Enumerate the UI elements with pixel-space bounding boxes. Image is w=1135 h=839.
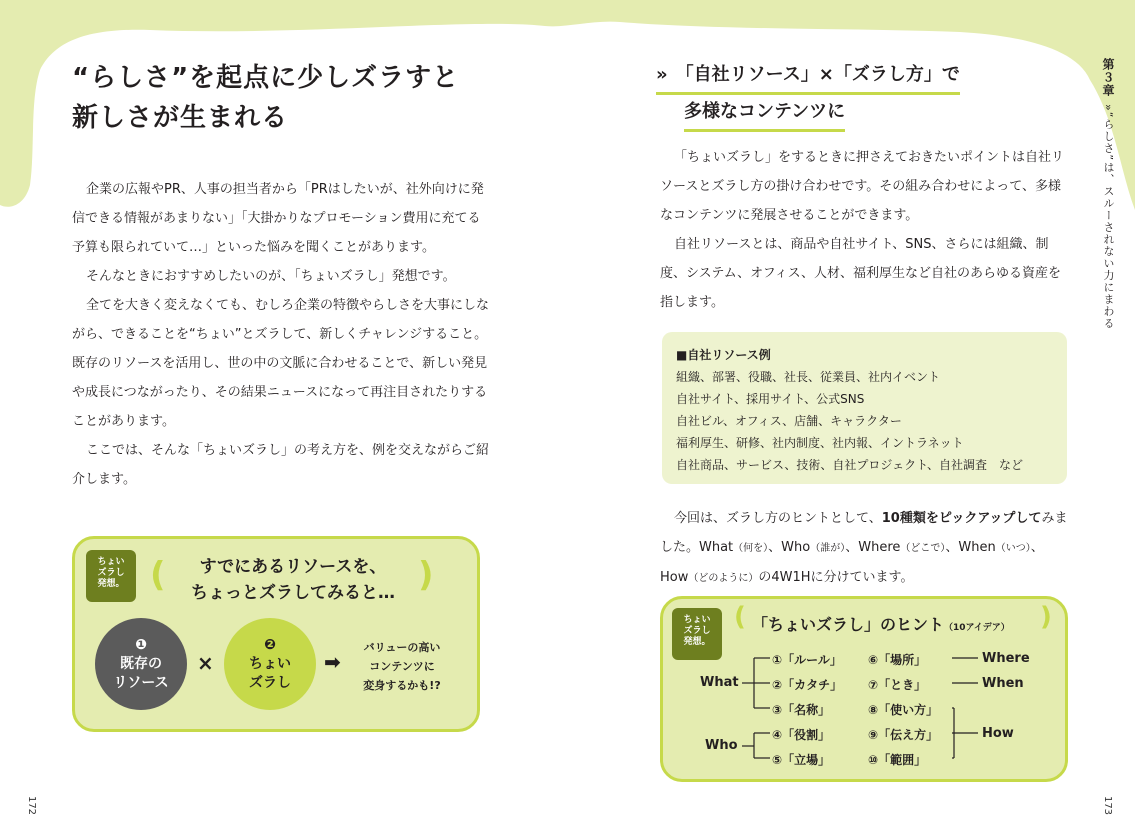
heading-line-2: 多様なコンテンツに bbox=[684, 97, 845, 132]
resource-box-title: ■自社リソース例 bbox=[676, 348, 771, 362]
paragraph: 「ちょいズラし」をするときに押さえておきたいポイントは自社リソースとズラし方の掛け合わせです。その組み合わせによって、多様なコンテンツに発展させることができます。 bbox=[660, 150, 1065, 223]
text-run-bold: 10種類をピックアップ bbox=[881, 511, 1016, 526]
circle-line: ズラし bbox=[249, 674, 291, 691]
badge-line: 発想。 bbox=[97, 579, 125, 589]
circle-line: リソース bbox=[113, 674, 169, 691]
paragraph: 全てを大きく変えなくても、むしろ企業の特徴やらしさを大事にしながら、できることを“ちょい”とズラして、新しくチャレンジすること。既存のリソースを活用し、世の中の文脈に合わせることで、新しい発見や成長につながったり、その結果ニュースになって再注目されたりすることがあります。 bbox=[72, 298, 490, 429]
hint-item-5: ⑤「立場」 bbox=[772, 753, 831, 767]
right-body-text-2 bbox=[660, 504, 1072, 593]
label-who: Who bbox=[705, 738, 738, 753]
heading-text: 「自社リソース」×「ズラし方」で bbox=[675, 64, 960, 85]
paragraph: 企業の広報やPR、人事の担当者から「PRはしたいが、社外向けに発信できる情報があまりない」「大掛かりなプロモーション費用に充てる予算も限られていて…」といった悩みを聞くことがあります。 bbox=[72, 182, 484, 255]
circle-line: 既存の bbox=[120, 655, 162, 672]
circle-number: ❶ bbox=[135, 636, 147, 653]
hint-title-text: 「ちょいズラし」のヒント bbox=[752, 615, 945, 634]
title-line-1: “らしさ”を起点に少しズラすと bbox=[72, 63, 460, 93]
hint-item-8: ⑧「使い方」 bbox=[868, 703, 939, 717]
page-title bbox=[72, 58, 459, 138]
badge-line: ズラし bbox=[683, 626, 711, 636]
text-run: 、How bbox=[660, 540, 1044, 585]
text-run-bold: して bbox=[1015, 511, 1042, 526]
paragraph: ここでは、そんな「ちょいズラし」の考え方を、例を交えながらご紹介します。 bbox=[72, 443, 490, 487]
paragraph: 自社リソースとは、商品や自社サイト、SNS、さらには組織、制度、システム、オフィス、人材、福利厚生など自社のあらゆる資産を指します。 bbox=[660, 237, 1062, 310]
left-body-text bbox=[72, 175, 492, 494]
badge-line: ちょい bbox=[683, 615, 711, 625]
note: （どこで） bbox=[900, 543, 946, 554]
hint-item-7: ⑦「とき」 bbox=[868, 678, 927, 692]
result-line: コンテンツに bbox=[369, 660, 435, 673]
bracket-left-icon: ( bbox=[734, 602, 746, 632]
times-icon: × bbox=[197, 651, 214, 675]
heading-line-1 bbox=[656, 60, 960, 95]
label-when: When bbox=[982, 676, 1024, 691]
note: （いつ） bbox=[995, 543, 1031, 554]
text-run: の4W1Hに分けています。 bbox=[758, 570, 914, 585]
resource-item: 自社商品、サービス、技術、自社プロジェクト、自社調査 など bbox=[676, 458, 1024, 472]
page-number-right: 173 bbox=[1102, 795, 1114, 816]
circle-number: ❷ bbox=[264, 636, 276, 653]
badge-line: ちょい bbox=[97, 557, 125, 567]
chevron-right-icon: » bbox=[656, 64, 668, 85]
badge-line: ズラし bbox=[97, 568, 125, 578]
label-how: How bbox=[982, 726, 1014, 741]
circle-existing-resource bbox=[95, 618, 187, 710]
hint-item-2: ②「カタチ」 bbox=[772, 678, 843, 692]
page-number-left: 172 bbox=[26, 795, 38, 816]
bracket-left-icon: ( bbox=[150, 555, 166, 595]
headline-line: ちょっとズラしてみると… bbox=[191, 583, 395, 603]
circle-chotto-zurashi bbox=[224, 618, 316, 710]
panel-headline bbox=[168, 554, 418, 606]
resource-item: 自社サイト、採用サイト、公式SNS bbox=[676, 392, 865, 406]
section-heading bbox=[656, 60, 960, 132]
idea-badge bbox=[86, 550, 136, 602]
resource-item: 福利厚生、研修、社内制度、社内報、イントラネット bbox=[676, 436, 964, 450]
result-text bbox=[352, 638, 452, 695]
bracket-right-icon: ) bbox=[1040, 602, 1052, 632]
headline-line: すでにあるリソースを、 bbox=[199, 557, 387, 577]
resource-examples-box bbox=[662, 332, 1067, 484]
arrow-right-icon: ➡ bbox=[324, 650, 341, 674]
label-what: What bbox=[700, 675, 739, 690]
hint-item-6: ⑥「場所」 bbox=[868, 653, 927, 667]
label-where: Where bbox=[982, 651, 1030, 666]
hint-item-4: ④「役割」 bbox=[772, 728, 831, 742]
hint-item-3: ③「名称」 bbox=[772, 703, 831, 717]
hint-item-9: ⑨「伝え方」 bbox=[868, 728, 939, 742]
note: （どのように） bbox=[688, 573, 759, 584]
text-run: みました。What bbox=[660, 511, 1068, 555]
right-body-text bbox=[660, 143, 1072, 317]
note: （何を） bbox=[733, 543, 769, 554]
text-run: 、Where bbox=[845, 540, 901, 555]
resource-item: 組織、部署、役職、社長、従業員、社内イベント bbox=[676, 370, 941, 384]
resource-item: 自社ビル、オフィス、店舗、キャラクター bbox=[676, 414, 902, 428]
paragraph: そんなときにおすすめしたいのが、「ちょいズラし」発想です。 bbox=[86, 269, 456, 284]
hint-title-note: （10アイデア） bbox=[944, 623, 1010, 633]
chapter-subtitle: »“らしさ”は、スルーされない力にまわる bbox=[1102, 104, 1115, 330]
hint-item-10: ⑩「範囲」 bbox=[868, 753, 927, 767]
badge-line: 発想。 bbox=[683, 637, 711, 647]
note: （誰が） bbox=[810, 543, 846, 554]
chapter-label: 第３章 bbox=[1101, 58, 1115, 97]
text-run: 、Who bbox=[768, 540, 811, 555]
text-run: 今回は、ズラし方のヒントとして、 bbox=[674, 511, 882, 526]
title-line-2: 新しさが生まれる bbox=[72, 103, 289, 133]
bracket-right-icon: ) bbox=[418, 555, 434, 595]
text-run: 、When bbox=[945, 540, 996, 555]
result-line: 変身するかも!? bbox=[363, 679, 441, 692]
hint-item-1: ①「ルール」 bbox=[772, 653, 842, 667]
circle-line: ちょい bbox=[249, 655, 291, 672]
result-line: バリューの高い bbox=[363, 641, 441, 654]
